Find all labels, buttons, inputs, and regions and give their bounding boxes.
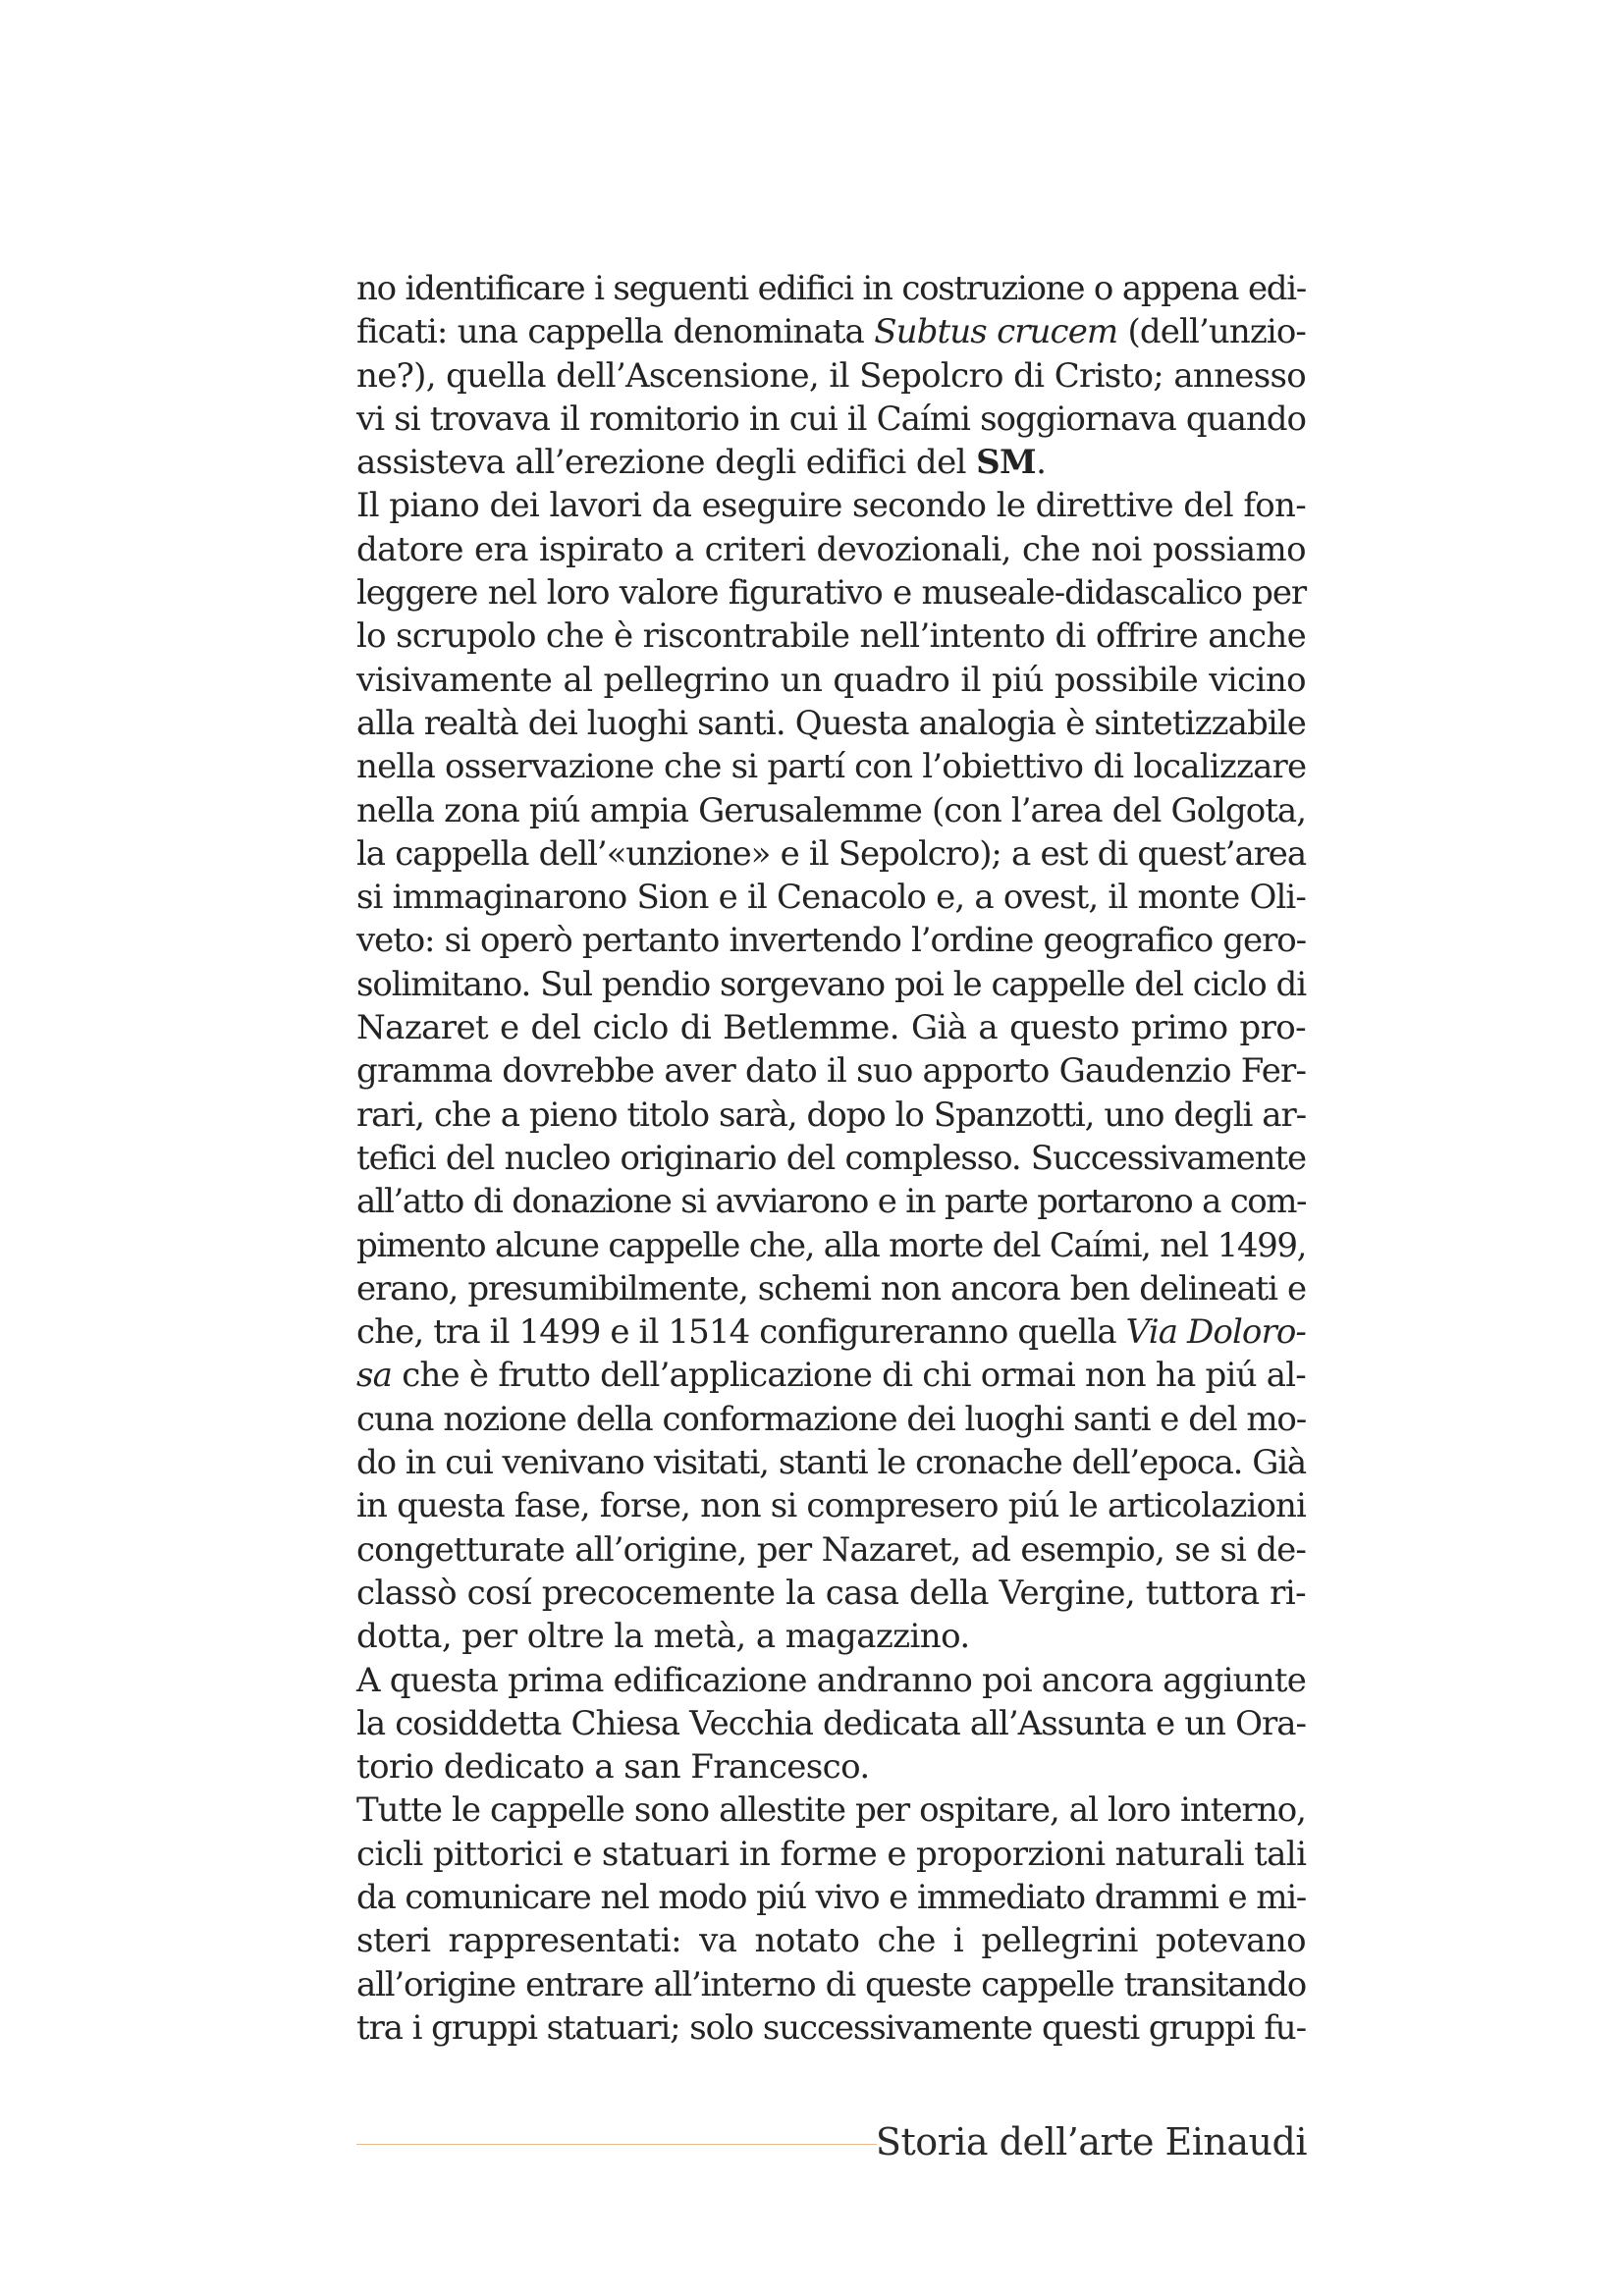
text-run: ficati: una cappella denominata [356,312,875,352]
text-run: gramma dovrebbe aver dato il suo apporto Gaudenzio Fer- [356,1051,1307,1092]
text-line [356,1963,1306,2006]
text-run: Subtus crucem [874,312,1118,352]
text-line [356,484,1306,527]
text-line [356,702,1306,745]
text-run: che è frutto dell’applicazione di chi ormai non ha piú al- [392,1356,1306,1396]
text-line [356,1876,1306,1919]
text-line [356,571,1306,614]
text-line [356,267,1306,310]
text-line [356,1659,1306,1702]
text-run: (dell’unzio- [1117,312,1306,352]
text-run: nella zona piú ampia Gerusalemme (con l’area del Golgota, [356,790,1306,830]
text-run: cicli pittorici e statuari in forme e proporzioni naturali tali [356,1834,1307,1874]
text-run: nella osservazione che si partí con l’obiettivo di localizzare [356,747,1307,787]
text-run: tefici del nucleo originario del complesso. Successivamente [356,1138,1306,1178]
text-line [356,745,1306,788]
text-run: do in cui venivano visitati, stanti le cronache dell’epoca. Già [356,1443,1306,1483]
text-line [356,1354,1306,1397]
text-run: steri rappresentati: va notato che i pellegrini potevano [356,1921,1306,1961]
text-run: sa [356,1356,393,1396]
text-run: dotta, per oltre la metà, a magazzino. [356,1617,970,1657]
text-run: . [1036,443,1047,483]
text-run: alla realtà dei luoghi santi. Questa analogia è sintetizzabile [356,703,1306,743]
text-run: veto: si operò pertanto invertendo l’ordine geografico gero- [356,921,1306,961]
text-run: da comunicare nel modo piú vivo e immediato drammi e mi- [356,1877,1306,1917]
text-run: Via Doloro- [1125,1312,1306,1353]
footer-series-title: Storia dell’arte Einaudi [875,2120,1307,2163]
text-line [356,659,1306,702]
text-line [356,1180,1306,1223]
text-run: datore era ispirato a criteri devozionali, che noi possiamo [356,529,1306,569]
text-run: rari, che a pieno titolo sarà, dopo lo Spanzotti, uno degli ar- [356,1095,1306,1135]
text-run: A questa prima edificazione andranno poi ancora aggiunte [356,1660,1307,1700]
text-line [356,832,1306,876]
text-line [356,1398,1306,1441]
text-run: classò cosí precocemente la casa della Vergine, tuttora ri- [356,1573,1306,1613]
text-run: in questa fase, forse, non si compresero piú le articolazioni [356,1486,1306,1526]
text-line [356,2006,1306,2050]
text-run: torio dedicato a san Francesco. [356,1747,870,1788]
text-run: si immaginarono Sion e il Cenacolo e, a ovest, il monte Oli- [356,878,1306,918]
text-run: Tutte le cappelle sono allestite per ospitare, al loro interno, [356,1790,1306,1831]
text-line [356,1919,1306,1962]
text-run: assisteva all’erezione degli edifici del [356,443,977,483]
text-run: tra i gruppi statuari; solo successivamente questi gruppi fu- [356,2007,1306,2048]
text-run: all’atto di donazione si avviarono e in parte portarono a com- [356,1182,1306,1222]
text-line [356,1615,1306,1658]
text-line [356,441,1306,484]
text-line [356,1137,1306,1180]
text-run: leggere nel loro valore figurativo e museale-didascalico per [356,573,1306,614]
text-line [356,1789,1306,1832]
text-line [356,1528,1306,1572]
text-line [356,1224,1306,1267]
text-line [356,1441,1306,1484]
text-line [356,1006,1306,1049]
text-line [356,354,1306,398]
text-line [356,919,1306,962]
text-run: Il piano dei lavori da eseguire secondo le direttive del fon- [356,486,1306,526]
text-line [356,398,1306,441]
body-text [356,267,1306,2050]
text-run: congetturate all’origine, per Nazaret, ad esempio, se si de- [356,1529,1306,1570]
text-run: vi si trovava il romitorio in cui il Caími soggiornava quando [356,399,1306,439]
text-run: la cappella dell’«unzione» e il Sepolcro); a est di quest’area [356,833,1306,874]
text-run: no identificare i seguenti edifici in costruzione o appena edi- [356,269,1306,308]
text-run: erano, presumibilmente, schemi non ancora ben delineati e [356,1268,1306,1308]
text-line [356,1572,1306,1615]
text-run: che, tra il 1499 e il 1514 configureranno quella [356,1312,1126,1353]
text-run: solimitano. Sul pendio sorgevano poi le cappelle del ciclo di [356,964,1306,1004]
text-run: lo scrupolo che è riscontrabile nell’intento di offrire anche [356,616,1306,657]
text-run: pimento alcune cappelle che, alla morte del Caími, nel 1499, [356,1225,1306,1265]
text-line [356,528,1306,571]
text-line [356,1702,1306,1745]
text-run: SM [976,443,1037,483]
text-line [356,1310,1306,1354]
text-line [356,789,1306,832]
text-line [356,1094,1306,1137]
text-line [356,1745,1306,1789]
text-run: ne?), quella dell’Ascensione, il Sepolcro di Cristo; annesso [356,355,1306,396]
footer-rule [356,2144,877,2145]
text-line [356,876,1306,919]
text-line [356,614,1306,658]
text-line [356,1267,1306,1310]
text-run: cuna nozione della conformazione dei luoghi santi e del mo- [356,1399,1306,1439]
text-line [356,963,1306,1006]
text-line [356,1049,1306,1093]
text-line [356,1484,1306,1527]
text-line [356,1833,1306,1876]
text-run: visivamente al pellegrino un quadro il piú possibile vicino [356,660,1306,700]
text-run: Nazaret e del ciclo di Betlemme. Già a questo primo pro- [356,1008,1306,1048]
text-line [356,310,1306,353]
text-run: all’origine entrare all’interno di queste cappelle transitando [356,1964,1306,2004]
text-run: la cosiddetta Chiesa Vecchia dedicata all’Assunta e un Ora- [356,1703,1306,1743]
